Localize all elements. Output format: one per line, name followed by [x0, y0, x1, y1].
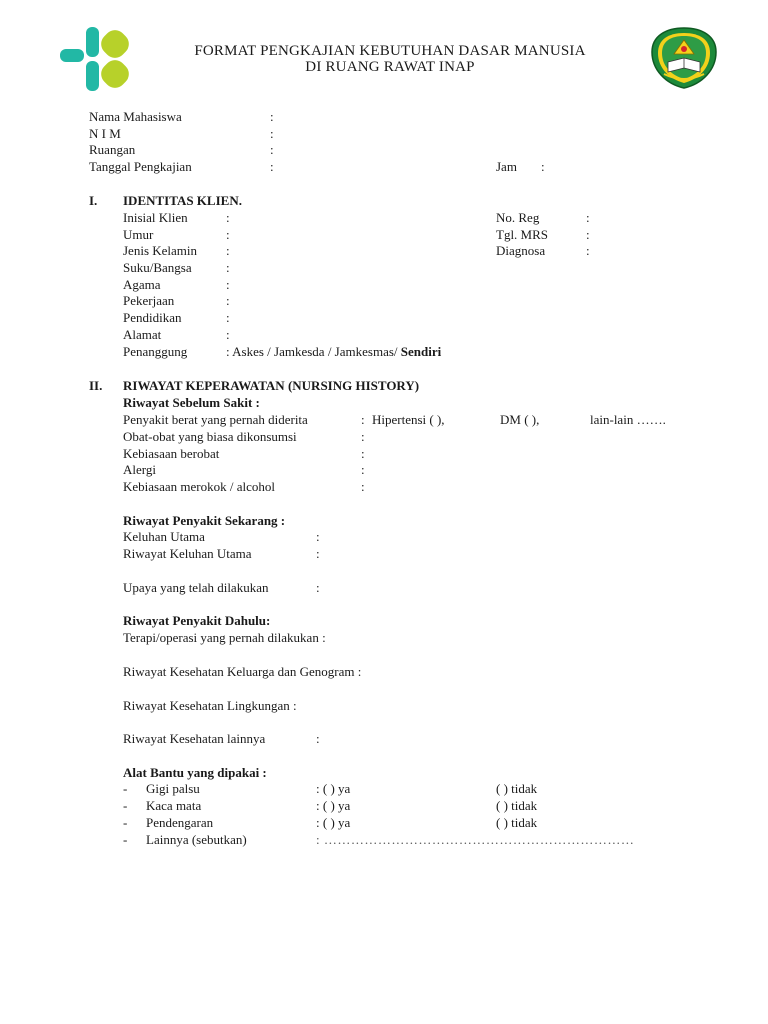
field-colon: :: [361, 446, 365, 461]
field-label-penyakit-berat: Penyakit berat yang pernah diderita: [123, 412, 308, 427]
penanggung-option-sendiri: Sendiri: [400, 344, 442, 359]
fill-in-dotted-line[interactable]: : ……………………………………………………………: [316, 832, 635, 847]
field-colon: :: [226, 243, 230, 258]
field-label-inisial-klien: Inisial Klien: [123, 210, 188, 225]
section-number: I.: [89, 193, 98, 208]
field-label-pendengaran: Pendengaran: [146, 815, 214, 830]
field-colon: :: [316, 731, 320, 746]
field-label-pendidikan: Pendidikan: [123, 310, 182, 325]
penanggung-options-text: : Askes / Jamkesda / Jamkesmas/: [226, 344, 401, 359]
field-label-nama-mahasiswa: Nama Mahasiswa: [89, 109, 182, 124]
list-dash: -: [123, 798, 128, 813]
field-label-agama: Agama: [123, 277, 161, 292]
field-label-kebiasaan-merokok: Kebiasaan merokok / alcohol: [123, 479, 275, 494]
field-colon: :: [226, 310, 230, 325]
field-label-kesehatan-lingkungan: Riwayat Kesehatan Lingkungan :: [123, 698, 297, 713]
page-title: FORMAT PENGKAJIAN KEBUTUHAN DASAR MANUSIA: [194, 43, 586, 59]
section-title-riwayat-keperawatan: RIWAYAT KEPERAWATAN (NURSING HISTORY): [123, 378, 420, 393]
field-label-obat-obat: Obat-obat yang biasa dikonsumsi: [123, 429, 297, 444]
field-colon: :: [361, 479, 365, 494]
list-dash: -: [123, 781, 128, 796]
field-label-suku-bangsa: Suku/Bangsa: [123, 260, 192, 275]
subsection-title-alat-bantu: Alat Bantu yang dipakai :: [123, 765, 267, 780]
subsection-title-sebelum-sakit: Riwayat Sebelum Sakit :: [123, 395, 260, 410]
field-label-umur: Umur: [123, 227, 154, 242]
section-title-identitas: IDENTITAS KLIEN.: [123, 193, 242, 208]
penanggung-options: [226, 343, 441, 360]
field-label-tgl-mrs: Tgl. MRS: [496, 227, 549, 242]
field-colon: :: [361, 412, 365, 427]
field-label-kebiasaan-berobat: Kebiasaan berobat: [123, 446, 220, 461]
checkbox-tidak[interactable]: ( ) tidak: [496, 798, 538, 813]
field-colon: :: [586, 243, 590, 258]
field-colon: :: [226, 293, 230, 308]
field-colon: :: [316, 580, 320, 595]
field-label-penanggung: Penanggung: [123, 344, 188, 359]
field-colon: :: [541, 159, 545, 174]
field-label-jam: Jam: [496, 159, 517, 174]
field-label-nim: N I M: [89, 126, 121, 141]
field-label-upaya: Upaya yang telah dilakukan: [123, 580, 269, 595]
field-colon: :: [270, 109, 274, 124]
field-colon: :: [316, 546, 320, 561]
field-colon: :: [226, 210, 230, 225]
field-label-alamat: Alamat: [123, 327, 162, 342]
checkbox-tidak[interactable]: ( ) tidak: [496, 781, 538, 796]
field-label-riwayat-keluhan-utama: Riwayat Keluhan Utama: [123, 546, 252, 561]
field-label-kaca-mata: Kaca mata: [146, 798, 202, 813]
field-label-jenis-kelamin: Jenis Kelamin: [123, 243, 198, 258]
list-dash: -: [123, 815, 128, 830]
field-colon: :: [270, 142, 274, 157]
field-label-kesehatan-keluarga: Riwayat Kesehatan Keluarga dan Genogram :: [123, 664, 362, 679]
checkbox-tidak[interactable]: ( ) tidak: [496, 815, 538, 830]
field-colon: :: [226, 277, 230, 292]
field-label-lainnya-sebutkan: Lainnya (sebutkan): [146, 832, 247, 847]
subsection-title-penyakit-sekarang: Riwayat Penyakit Sekarang :: [123, 513, 286, 528]
field-colon: :: [586, 227, 590, 242]
section-number: II.: [89, 378, 103, 393]
subsection-title-penyakit-dahulu: Riwayat Penyakit Dahulu:: [123, 613, 271, 628]
field-label-no-reg: No. Reg: [496, 210, 540, 225]
page-subtitle: DI RUANG RAWAT INAP: [305, 59, 475, 75]
field-label-kesehatan-lainnya: Riwayat Kesehatan lainnya: [123, 731, 266, 746]
field-label-terapi-operasi: Terapi/operasi yang pernah dilakukan :: [123, 630, 326, 645]
field-colon: :: [226, 327, 230, 342]
field-colon: :: [361, 462, 365, 477]
option-lain-lain: lain-lain …….: [590, 412, 666, 427]
field-colon: :: [316, 529, 320, 544]
field-label-ruangan: Ruangan: [89, 142, 136, 157]
field-colon: :: [586, 210, 590, 225]
list-dash: -: [123, 832, 128, 847]
field-colon: :: [270, 126, 274, 141]
ministry-logo: [56, 25, 138, 93]
field-label-tanggal-pengkajian: Tanggal Pengkajian: [89, 159, 192, 174]
field-label-pekerjaan: Pekerjaan: [123, 293, 175, 308]
checkbox-ya[interactable]: : ( ) ya: [316, 781, 351, 796]
field-colon: :: [270, 159, 274, 174]
field-colon: :: [361, 429, 365, 444]
field-label-diagnosa: Diagnosa: [496, 243, 546, 258]
option-hipertensi: Hipertensi ( ),: [372, 412, 445, 427]
option-dm: DM ( ),: [500, 412, 540, 427]
field-colon: :: [226, 260, 230, 275]
field-label-gigi-palsu: Gigi palsu: [146, 781, 200, 796]
field-colon: :: [226, 227, 230, 242]
checkbox-ya[interactable]: : ( ) ya: [316, 815, 351, 830]
field-label-alergi: Alergi: [123, 462, 156, 477]
school-emblem-icon: [650, 26, 718, 90]
field-label-keluhan-utama: Keluhan Utama: [123, 529, 205, 544]
checkbox-ya[interactable]: : ( ) ya: [316, 798, 351, 813]
